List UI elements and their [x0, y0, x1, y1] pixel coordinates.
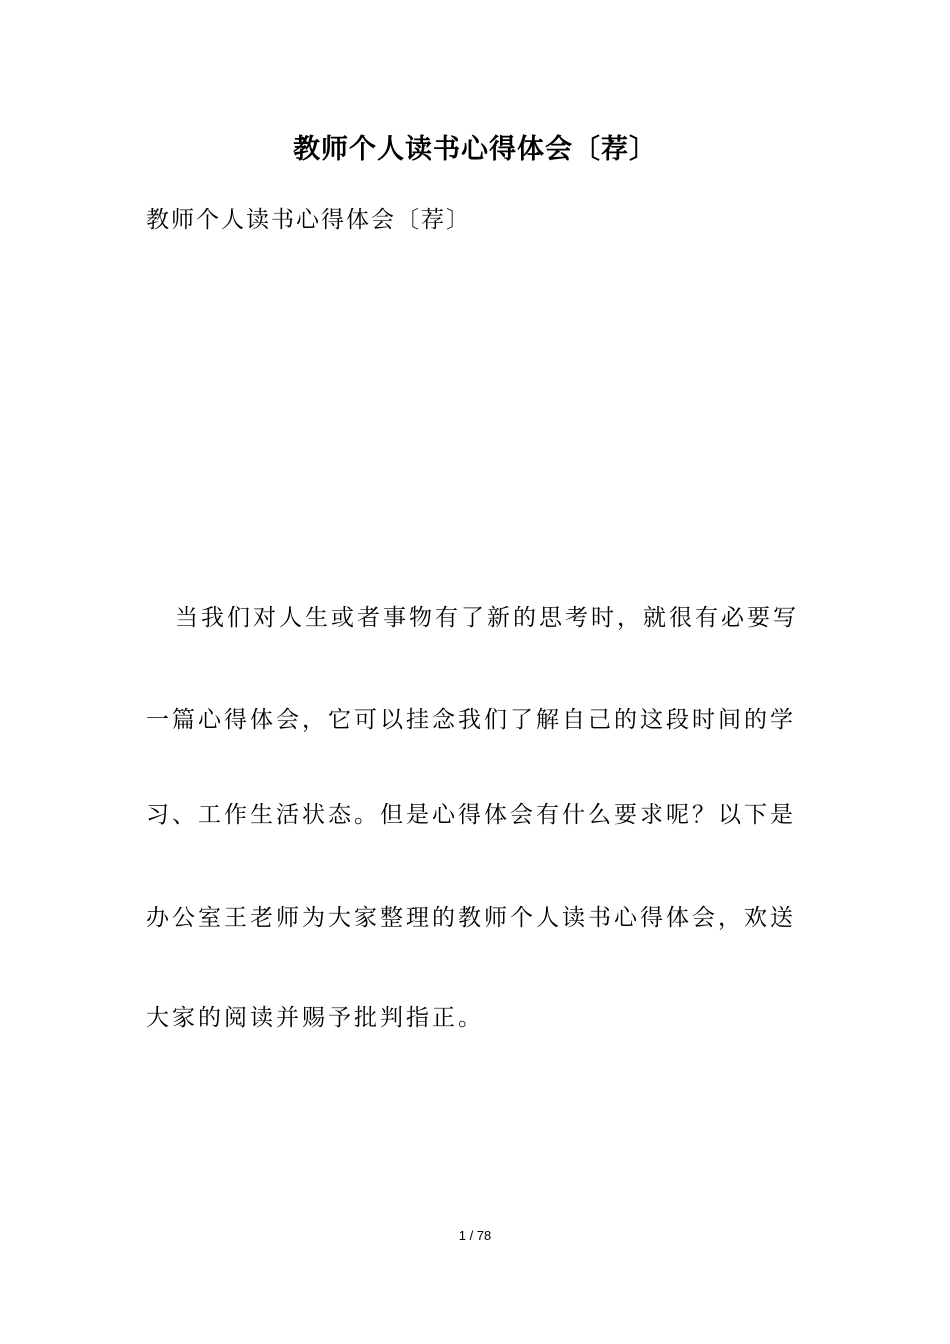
paragraph-line: 习、工作生活状态。但是心得体会有什么要求呢？以下是 [146, 802, 796, 828]
document-title: 教师个人读书心得体会〔荐〕 [293, 134, 657, 165]
paragraph-line: 当我们对人生或者事物有了新的思考时，就很有必要写 [175, 605, 799, 631]
paragraph-line: 办公室王老师为大家整理的教师个人读书心得体会，欢送 [146, 905, 796, 931]
paragraph-line: 一篇心得体会，它可以挂念我们了解自己的这段时间的学 [146, 707, 796, 733]
paragraph-line: 大家的阅读并赐予批判指正。 [146, 1005, 484, 1031]
document-subtitle: 教师个人读书心得体会〔荐〕 [146, 207, 471, 233]
page-number: 1 / 78 [458, 1228, 492, 1243]
